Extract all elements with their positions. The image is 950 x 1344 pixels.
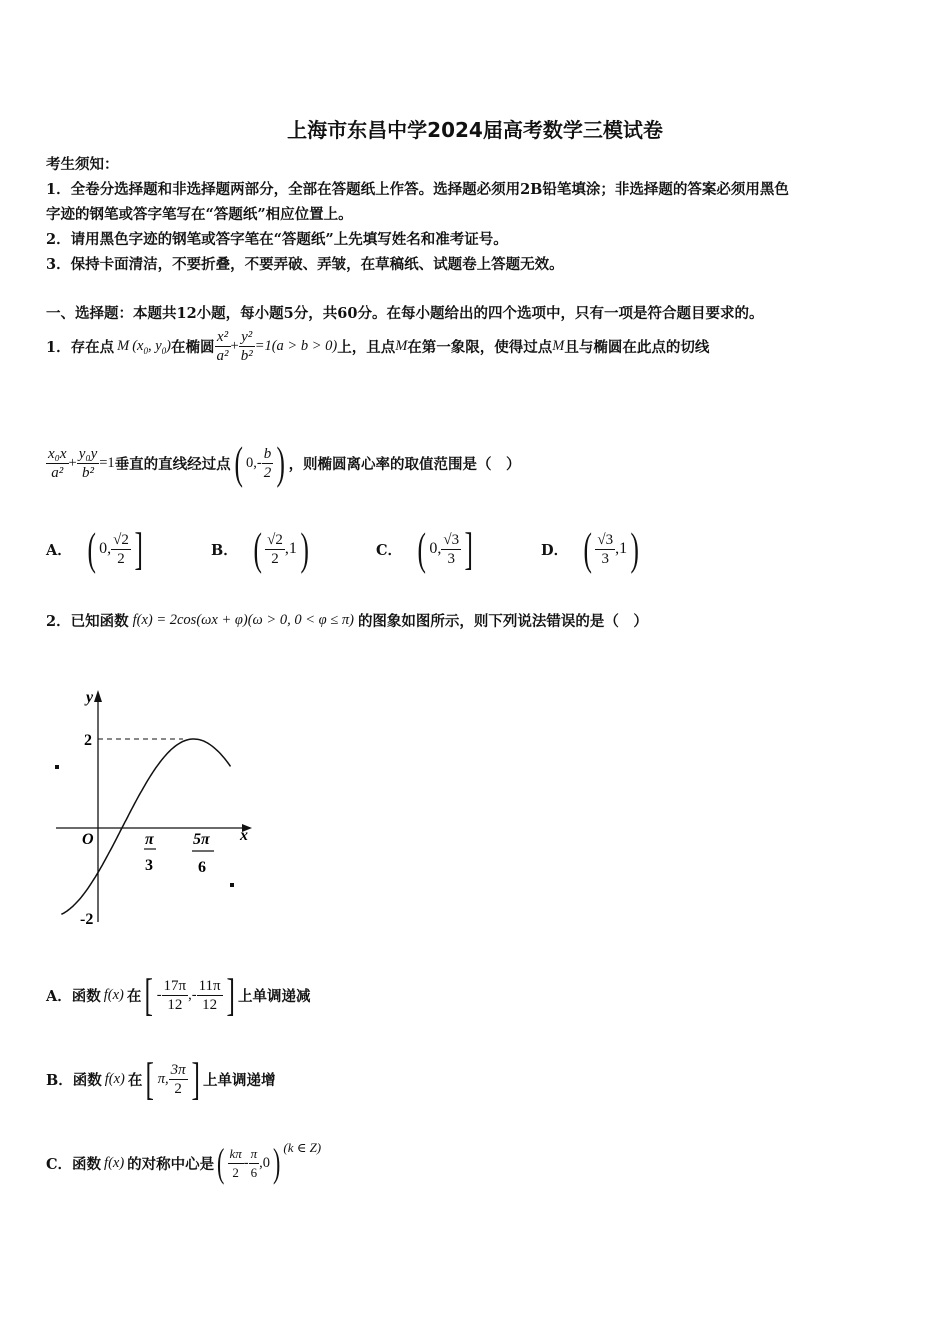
option-label: B．函数 bbox=[46, 1071, 102, 1089]
q1-point: M bbox=[117, 338, 130, 354]
page-title: 上海市东昌中学2024届高考数学三模试卷 bbox=[287, 118, 663, 142]
q1-m1: M bbox=[395, 338, 408, 354]
option-label: D． bbox=[541, 541, 569, 559]
tangent-fraction-2: $\frac{\text{y₀y}}{\text{b²}}$ bbox=[78, 445, 98, 481]
ellipse-condition: =1(a > b > 0) bbox=[254, 338, 338, 354]
tick-pi-over-3-den: 3 bbox=[145, 857, 153, 874]
q1-text3: 且与椭圆在此点的切线 bbox=[564, 339, 710, 356]
q1-text4: 垂直的直线经过点 bbox=[114, 455, 231, 473]
q1-sub: 0 bbox=[161, 345, 167, 356]
q2-option-c[interactable]: C．函数 f(x) 的对称中心是 ( $\frac{k\pi}{2}$ - $\frac{\pi}{6}$ ,0 ) (k ∈ Z) bbox=[46, 1140, 322, 1185]
option-label: C．函数 bbox=[46, 1155, 102, 1173]
curve-end-point bbox=[230, 883, 234, 887]
option-right: ,1 bbox=[615, 540, 628, 557]
option-fraction: $\frac{√2}{2}$ bbox=[113, 531, 129, 567]
option-label: A． bbox=[46, 541, 72, 559]
option-tail: 上单调递增 bbox=[202, 1071, 276, 1089]
q2-prefix: 2．已知函数 bbox=[46, 613, 129, 630]
tangent-eq: =1 bbox=[99, 454, 115, 471]
interval-sep: ,- bbox=[188, 986, 197, 1003]
option-tail: 上单调递减 bbox=[237, 987, 311, 1005]
tick-5pi-over-6-num: 5π bbox=[193, 831, 210, 848]
cosine-graph bbox=[46, 682, 266, 952]
interval-frac-1: $\frac{17\pi}{12}$ bbox=[163, 977, 187, 1013]
option-mid: 的对称中心是 bbox=[127, 1155, 215, 1173]
option-mid: 在 bbox=[126, 987, 142, 1005]
section-heading: 一、选择题：本题共12小题，每小题5分，共60分。在每小题给出的四个选项中，只有一项是符合题目要求的。 bbox=[46, 305, 764, 322]
option-left: 0, bbox=[429, 540, 442, 557]
option-label: B． bbox=[211, 541, 238, 559]
option-fraction: $\frac{√2}{2}$ bbox=[267, 531, 283, 567]
q2-suffix: 的图象如图所示，则下列说法错误的是（ ） bbox=[357, 613, 648, 630]
option-label: C． bbox=[376, 541, 403, 559]
notice-item-3: 3．保持卡面清洁，不要折叠，不要弄破、弄皱，在草稿纸、试题卷上答题无效。 bbox=[46, 256, 564, 273]
y-axis-arrow-icon bbox=[94, 690, 102, 702]
notice-item-2: 2．请用黑色字迹的钢笔或答字笔在“答题纸”上先填写姓名和准考证号。 bbox=[46, 231, 508, 248]
notice-item-1: 1．全卷分选择题和非选择题两部分，全部在答题纸上作答。选择题必须用2B铅笔填涂；非选择题的答案必须用黑色 bbox=[46, 181, 789, 198]
cosine-curve bbox=[61, 739, 230, 914]
interval-frac-1: $\frac{3\pi}{2}$ bbox=[170, 1061, 186, 1097]
option-tail: (k ∈ Z) bbox=[283, 1140, 322, 1155]
q1-option-c[interactable]: C． ( 0, $\frac{√3}{3}$ ] bbox=[376, 523, 473, 574]
q1-point-zero: 0,- bbox=[246, 454, 262, 471]
q1-plus: + bbox=[230, 338, 239, 354]
tick-5pi-over-6-den: 6 bbox=[198, 859, 206, 876]
q1-m2: M bbox=[552, 338, 565, 354]
x-axis-label: x bbox=[240, 827, 248, 844]
origin-label: O bbox=[82, 831, 94, 848]
q1-option-b[interactable]: B． ( $\frac{√2}{2}$ ,1 ) bbox=[211, 523, 309, 574]
question-1-stem-cont: $\frac{\text{x₀x}}{\text{a²}}$ + $\frac{\text{y₀y}}{\text{b²}}$ =1 垂直的直线经过点 ( 0,- $\frac{b}{2}$ ) ，则椭圆离心率的取值范围是（ ） bbox=[48, 437, 521, 488]
option-fx: f(x) bbox=[103, 986, 124, 1003]
q1-plus-2: + bbox=[68, 454, 77, 471]
center-frac-1: $\frac{k\pi}{2}$ bbox=[229, 1145, 242, 1180]
y-max-label: 2 bbox=[84, 732, 92, 749]
interval-left: π, bbox=[157, 1070, 169, 1087]
center-right: ,0 bbox=[259, 1154, 271, 1171]
option-fx: f(x) bbox=[104, 1154, 125, 1171]
interval-left: - bbox=[156, 986, 162, 1003]
q2-formula: f(x) = 2cos(ωx + φ)(ω > 0, 0 < φ ≤ π) bbox=[132, 612, 354, 628]
center-sep: - bbox=[243, 1154, 249, 1171]
option-label: A．函数 bbox=[46, 987, 101, 1005]
option-left: 0, bbox=[99, 540, 112, 557]
ellipse-fraction-x: $\frac{\text{x²}}{\text{a²}}$ bbox=[216, 329, 229, 364]
q2-option-a[interactable]: A．函数 f(x) 在 [ - $\frac{17\pi}{12}$ ,- $\frac{11\pi}{12}$ ] 上单调递减 bbox=[46, 969, 311, 1020]
y-min-label: -2 bbox=[80, 911, 94, 928]
q1-y0: y bbox=[155, 337, 162, 354]
q1-text1: 上，且点 bbox=[337, 339, 396, 356]
option-mid: 在 bbox=[127, 1071, 143, 1089]
q1-option-d[interactable]: D． ( $\frac{√3}{3}$ ,1 ) bbox=[541, 523, 640, 574]
notice-item-1-cont: 字迹的钢笔或答字笔写在“答题纸”相应位置上。 bbox=[46, 206, 353, 223]
y-axis-label: y bbox=[86, 689, 94, 706]
center-frac-2: $\frac{\pi}{6}$ bbox=[250, 1145, 258, 1180]
q1-text5: ，则椭圆离心率的取值范围是（ ） bbox=[288, 455, 521, 473]
interval-frac-2: $\frac{11\pi}{12}$ bbox=[198, 977, 221, 1013]
question-1-stem: 1．存在点 M ($x_0$, $y_0$) 在椭圆 $\frac{\text{x²}}{\text{a²}}$ + $\frac{\text{y²}}{\text{b²}}$ =1(a > b > 0) 上，且点 M 在第一象限，使得过点 M 且与椭圆在此点的切线 bbox=[46, 329, 710, 364]
tick-pi-over-3-num: π bbox=[145, 831, 154, 848]
curve-start-point bbox=[55, 765, 59, 769]
question-2-stem bbox=[46, 610, 648, 631]
tangent-fraction-1: $\frac{\text{x₀x}}{\text{a²}}$ bbox=[48, 445, 67, 481]
option-fraction: $\frac{√3}{3}$ bbox=[597, 531, 614, 567]
q2-option-b[interactable]: B．函数 f(x) 在 [ π, $\frac{3\pi}{2}$ ] 上单调递增 bbox=[46, 1053, 276, 1104]
notice-heading: 考生须知： bbox=[46, 156, 119, 173]
option-fraction: $\frac{√3}{3}$ bbox=[443, 531, 460, 567]
q1-x0: x bbox=[137, 337, 144, 354]
option-fx: f(x) bbox=[104, 1070, 125, 1087]
q1-sub: 0 bbox=[143, 345, 148, 356]
q1-text2: 在第一象限，使得过点 bbox=[407, 339, 553, 356]
point-fraction: $\frac{b}{2}$ bbox=[263, 445, 272, 481]
q1-prefix: 1．存在点 bbox=[46, 339, 115, 356]
ellipse-fraction-y: $\frac{\text{y²}}{\text{b²}}$ bbox=[240, 329, 253, 364]
q1-in-ellipse: 在椭圆 bbox=[171, 339, 215, 356]
option-right: ,1 bbox=[284, 540, 297, 557]
q1-option-a[interactable]: A． ( 0, $\frac{√2}{2}$ ] bbox=[46, 523, 143, 574]
